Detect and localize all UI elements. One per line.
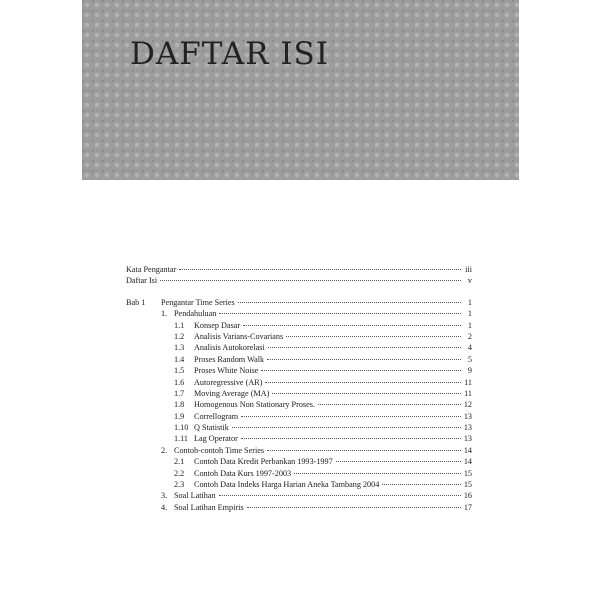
subsection-number: 2.3 (174, 480, 185, 490)
subsection-number: 1.9 (174, 411, 185, 421)
section-number: 3. (161, 491, 168, 501)
dot-leader (243, 325, 461, 326)
subsection-number: 1.2 (174, 331, 185, 341)
toc-subsection (126, 354, 472, 365)
chapter-number: Bab 1 (126, 297, 146, 307)
subsection-label: Q Statistik (194, 423, 229, 433)
toc-subsection (126, 320, 472, 331)
subsection-page: 11 (464, 388, 472, 398)
toc-entry-label: Kata Pengantar (126, 265, 177, 274)
subsection-number: 1.3 (174, 343, 185, 353)
dot-leader (232, 427, 461, 428)
section-number: 2. (161, 445, 168, 455)
section-label: Pendahuluan (174, 309, 217, 319)
toc-subsection (126, 342, 472, 353)
subsection-label: Analisis Varians-Covarians (194, 331, 284, 341)
section-label: Contoh-contoh Time Series (174, 445, 265, 455)
subsection-page: 5 (467, 354, 472, 364)
toc-entry-page: v (467, 276, 472, 286)
section-page: 16 (463, 491, 472, 501)
toc-subsection (126, 411, 472, 422)
section-label: Soal Latihan Empiris (174, 502, 244, 512)
dot-leader (268, 347, 461, 348)
dot-leader (247, 507, 461, 508)
subsection-page: 4 (467, 343, 472, 353)
subsection-number: 1.7 (174, 388, 185, 398)
dot-leader (238, 302, 461, 303)
subsection-page: 13 (463, 434, 472, 444)
toc-entry-kata-pengantar (126, 264, 472, 275)
dot-leader (318, 404, 461, 405)
toc-section (126, 445, 472, 456)
dot-leader (294, 473, 461, 474)
toc-subsection (126, 468, 472, 479)
dot-leader (160, 280, 461, 281)
subsection-number: 2.2 (174, 468, 185, 478)
table-of-contents (126, 264, 472, 513)
dot-leader (219, 495, 461, 496)
subsection-number: 1.5 (174, 366, 185, 376)
toc-subsection (126, 331, 472, 342)
section-number: 4. (161, 502, 168, 512)
dot-leader (265, 382, 461, 383)
subsection-page: 15 (463, 480, 472, 490)
subsection-label: Konsep Dasar (194, 320, 241, 330)
subsection-number: 1.10 (174, 423, 189, 433)
toc-subsection (126, 456, 472, 467)
toc-entry-daftar-isi (126, 275, 472, 286)
subsection-page: 12 (463, 400, 472, 410)
subsection-label: Proses Random Walk (194, 354, 265, 364)
section-page: 17 (463, 502, 472, 512)
subsection-label: Contoh Data Indeks Harga Harian Aneka Tambang 2004 (194, 480, 380, 490)
subsection-label: Correllogram (194, 411, 239, 421)
toc-chapter-bab-1 (126, 297, 472, 308)
toc-section (126, 502, 472, 513)
toc-subsection (126, 479, 472, 490)
dot-leader (179, 269, 461, 270)
toc-section (126, 308, 472, 319)
subsection-page: 14 (463, 457, 472, 467)
section-number: 1. (161, 309, 168, 319)
section-page: 14 (463, 445, 472, 455)
header-banner (82, 0, 519, 180)
dot-leader (219, 313, 461, 314)
subsection-label: Lag Operator (194, 434, 238, 444)
section-label: Soal Latihan (174, 491, 216, 501)
subsection-number: 1.6 (174, 377, 185, 387)
subsection-label: Analisis Autokorelasi (194, 343, 265, 353)
subsection-label: Autoregressive (AR) (194, 377, 263, 387)
subsection-page: 2 (467, 331, 472, 341)
subsection-label: Contoh Data Kredit Perbankan 1993-1997 (194, 457, 333, 467)
chapter-page: 1 (467, 297, 472, 307)
subsection-label: Homogenous Non Stationary Proses. (194, 400, 315, 410)
toc-entry-page: iii (465, 265, 472, 274)
dot-leader (241, 438, 461, 439)
subsection-label: Contoh Data Kurs 1997-2003 (194, 468, 292, 478)
toc-entry-label: Daftar Isi (126, 276, 158, 286)
spacer (126, 287, 472, 297)
subsection-page: 13 (463, 423, 472, 433)
toc-subsection (126, 433, 472, 444)
toc-subsection (126, 365, 472, 376)
dot-leader (261, 370, 461, 371)
dot-leader (267, 359, 461, 360)
dot-leader (272, 393, 461, 394)
chapter-title: Pengantar Time Series (161, 297, 235, 307)
toc-subsection (126, 422, 472, 433)
subsection-number: 1.11 (174, 434, 189, 444)
subsection-number: 2.1 (174, 457, 185, 467)
subsection-number: 1.4 (174, 354, 185, 364)
dot-leader (336, 461, 461, 462)
dot-leader (241, 416, 461, 417)
toc-subsection (126, 399, 472, 410)
toc-section (126, 490, 472, 501)
subsection-page: 15 (463, 468, 472, 478)
subsection-number: 1.1 (174, 320, 185, 330)
subsection-label: Proses White Noise (194, 366, 259, 376)
toc-subsection (126, 388, 472, 399)
toc-subsection (126, 377, 472, 388)
dot-leader (382, 484, 460, 485)
subsection-number: 1.8 (174, 400, 185, 410)
dot-leader (286, 336, 461, 337)
subsection-page: 1 (467, 320, 472, 330)
subsection-page: 11 (464, 377, 472, 387)
subsection-label: Moving Average (MA) (194, 388, 270, 398)
dot-leader (267, 450, 461, 451)
subsection-page: 13 (463, 411, 472, 421)
page-title: DAFTAR ISI (130, 36, 330, 72)
section-page: 1 (467, 309, 472, 319)
subsection-page: 9 (467, 366, 472, 376)
